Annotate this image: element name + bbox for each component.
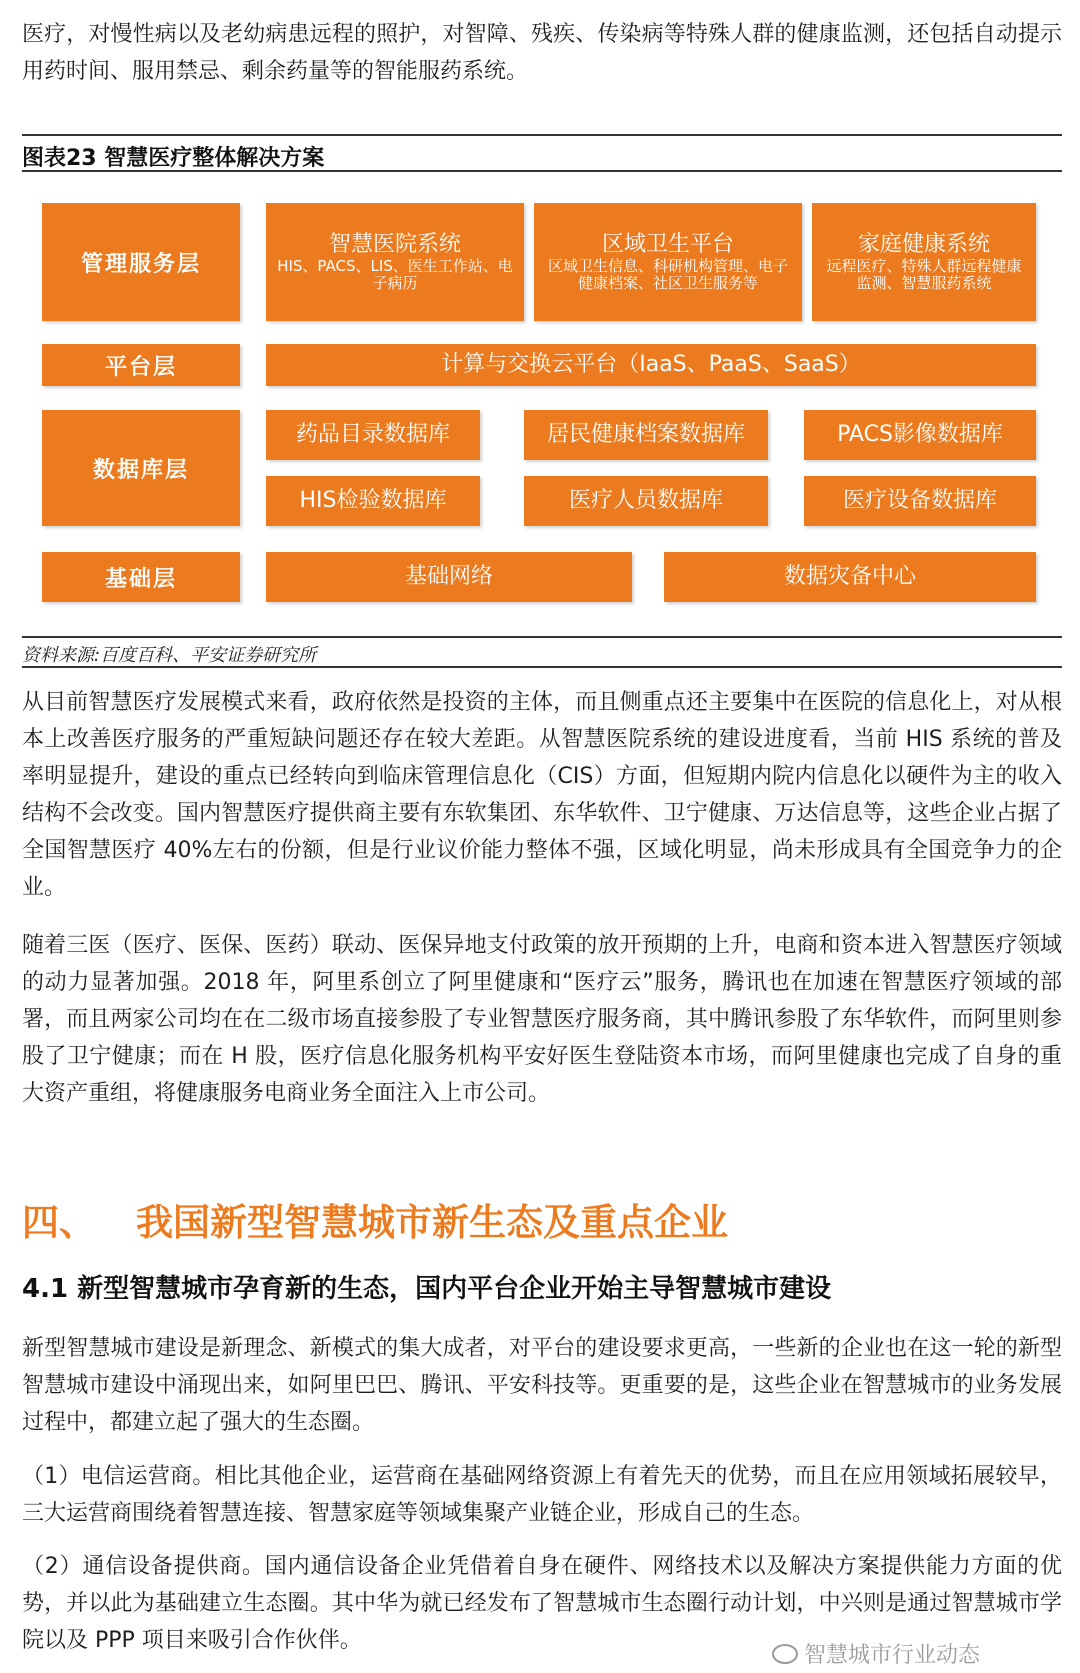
db-medical-staff: [524, 476, 768, 526]
paragraph-1: 从目前智慧医疗发展模式来看，政府依然是投资的主体，而且侧重点还主要集中在医院的信息化上，对从根本上改善医疗服务的严重短缺问题还存在较大差距。从智慧医院系统的建设进度看，当前 HIS 系统的普及率明显提升，建设的重点已经转向到临床管理信息化（CIS）方面，但短期内院内信息化以硬件为主的收入结构不会改变。国内智慧医疗提供商主要有东软集团、东华软件、卫宁健康、万达信息等，这些企业占据了全国智慧医疗 40%左右的份额，但是行业议价能力整体不强，区域化明显，尚未形成具有全国竞争力的企业。: [22, 690, 1062, 900]
db-resident-records-label: 居民健康档案数据库: [546, 422, 745, 447]
watermark: [772, 1638, 980, 1669]
paragraph-2: 随着三医（医疗、医保、医药）联动、医保异地支付政策的放开预期的上升，电商和资本进入智慧医疗领域的动力显著加强。2018 年，阿里系创立了阿里健康和“医疗云”服务，腾讯也在加速在智慧医疗领域的部署，而且两家公司均在在二级市场直接参股了专业智慧医疗服务商，其中腾讯参股了东华软件，而阿里则参股了卫宁健康；而在 H 股，医疗信息化服务机构平安好医生登陆资本市场，而阿里健康也完成了自身的重大资产重组，将健康服务电商业务全面注入上市公司。: [22, 933, 1062, 1106]
db-pacs: [804, 410, 1036, 460]
paragraph-5: （2）通信设备提供商。国内通信设备企业凭借着自身在硬件、网络技术以及解决方案提供能力方面的优势，并以此为基础建立生态圈。其中华为就已经发布了智慧城市生态圈行动计划，中兴则是通过智慧城市学院以及 PPP 项目来吸引合作伙伴。: [22, 1554, 1062, 1653]
paragraph-4: （1）电信运营商。相比其他企业，运营商在基础网络资源上有着先天的优势，而且在应用领域拓展较早，三大运营商围绕着智慧连接、智慧家庭等领域集聚产业链企业，形成自己的生态。: [22, 1464, 1062, 1526]
section-number: 四、: [22, 1201, 96, 1244]
regional-health-title: 区域卫生平台: [601, 232, 734, 257]
layer-management-label: 管理服务层: [80, 251, 201, 277]
subsection-heading: 4.1 新型智慧城市孕育新的生态，国内平台企业开始主导智慧城市建设: [22, 1274, 832, 1304]
smart-hospital-box: [266, 203, 524, 321]
db-drug-catalog-label: 药品目录数据库: [295, 422, 450, 447]
family-health-title: 家庭健康系统: [857, 232, 990, 257]
db-resident-records: [524, 410, 768, 460]
db-medical-staff-label: 医疗人员数据库: [568, 488, 723, 513]
smart-hospital-sub: HIS、PACS、LIS、医生工作站、电子病历: [277, 257, 513, 292]
disaster-recovery-box: [664, 552, 1036, 602]
regional-health-sub: 区域卫生信息、科研机构管理、电子健康档案、社区卫生服务等: [547, 257, 788, 292]
base-network-label: 基础网络: [404, 564, 493, 589]
regional-health-box: [534, 203, 802, 321]
section-heading: [22, 1192, 728, 1246]
wechat-icon: [772, 1644, 798, 1664]
layer-foundation: [42, 552, 240, 602]
layer-database: [42, 410, 240, 526]
cloud-platform-box: [266, 344, 1036, 386]
layer-foundation-label: 基础层: [104, 566, 177, 592]
intro-paragraph: 医疗，对慢性病以及老幼病患远程的照护，对智障、残疾、传染病等特殊人群的健康监测，还包括自动提示用药时间、服用禁忌、剩余药量等的智能服药系统。: [22, 22, 1062, 84]
db-medical-equipment: [804, 476, 1036, 526]
base-network-box: [266, 552, 632, 602]
figure-source-bar: [22, 636, 1062, 668]
layer-platform: [42, 344, 240, 386]
paragraph-3: 新型智慧城市建设是新理念、新模式的集大成者，对平台的建设要求更高，一些新的企业也在这一轮的新型智慧城市建设中涌现出来，如阿里巴巴、腾讯、平安科技等。更重要的是，这些企业在智慧城市的业务发展过程中，都建立起了强大的生态圈。: [22, 1336, 1062, 1435]
figure-title-bar: [22, 134, 1062, 172]
family-health-box: [812, 203, 1036, 321]
disaster-recovery-label: 数据灾备中心: [783, 564, 916, 589]
db-drug-catalog: [266, 410, 480, 460]
figure-title: 图表23 智慧医疗整体解决方案: [22, 146, 325, 171]
family-health-sub: 远程医疗、特殊人群远程健康监测、智慧服药系统: [826, 257, 1022, 292]
smart-hospital-title: 智慧医院系统: [328, 232, 461, 257]
db-pacs-label: PACS影像数据库: [837, 422, 1003, 447]
layer-database-label: 数据库层: [92, 457, 189, 483]
layer-management: [42, 203, 240, 321]
figure-source: 资料来源:百度百科、平安证券研究所: [22, 645, 317, 666]
db-his-lab: [266, 476, 480, 526]
db-medical-equipment-label: 医疗设备数据库: [842, 488, 997, 513]
db-his-lab-label: HIS检验数据库: [299, 488, 447, 513]
watermark-text: 智慧城市行业动态: [803, 1643, 980, 1668]
cloud-platform-label: 计算与交换云平台（IaaS、PaaS、SaaS）: [441, 352, 861, 377]
section-title: 我国新型智慧城市新生态及重点企业: [136, 1201, 728, 1244]
layer-platform-label: 平台层: [104, 354, 177, 380]
